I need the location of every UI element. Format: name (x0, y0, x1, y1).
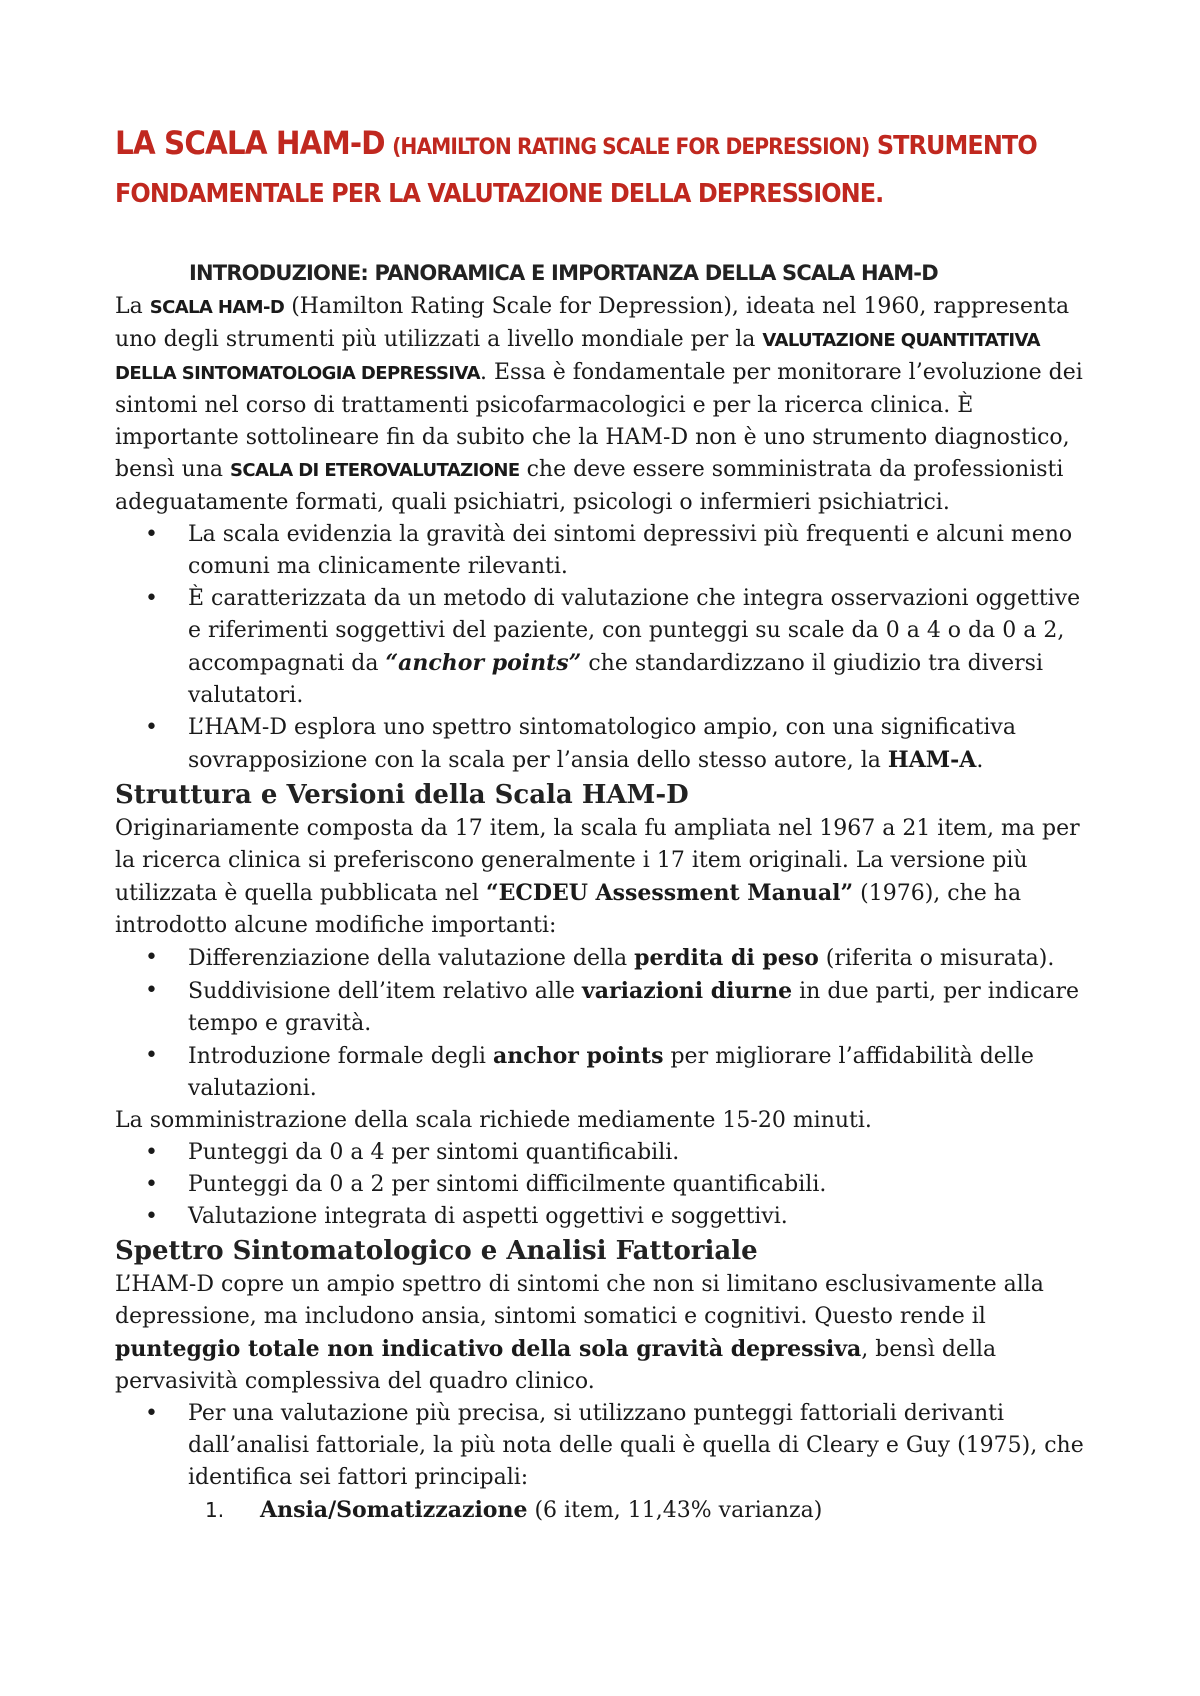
emphasis: Ansia/Somatizzazione (260, 1497, 528, 1523)
list-item (115, 1494, 1100, 1527)
emphasis: HAM-A (887, 747, 977, 773)
text: (riferita o misurata). (818, 946, 1055, 971)
text: È caratterizzata da un metodo di valutazione che integra osservazioni oggettive e riferimenti soggettivi del paziente, con punteggi su scale da 0 a 4 o da 0 a 2, accompagnati da (188, 586, 1081, 676)
list-item (115, 1398, 1100, 1494)
list-item (115, 1201, 1100, 1233)
title-subtitle: (HAMILTON RATING SCALE FOR DEPRESSION) (392, 135, 870, 160)
list-item (115, 519, 1100, 583)
text: La scala evidenzia la gravità dei sintomi depressivi più frequenti e alcuni meno comuni ma clinicamente rilevanti. (188, 522, 1073, 579)
list-number: 1. (205, 1498, 225, 1522)
intro-bullet-list (115, 519, 1100, 777)
highlight-term: SCALA HAM-D (149, 297, 285, 318)
highlight-term: SCALA DI ETEROVALUTAZIONE (230, 460, 520, 481)
list-item (115, 1040, 1100, 1105)
text: La (115, 294, 150, 319)
text: Per una valutazione più precisa, si utilizzano punteggi fattoriali derivanti dall’analisi fattoriale, la più nota delle quali è quella di Cleary e Guy (1975), che identifica sei fattori principali: (188, 1401, 1084, 1490)
text: Punteggi da 0 a 4 per sintomi quantificabili. (188, 1140, 680, 1165)
text: (6 item, 11,43% varianza) (527, 1498, 823, 1523)
spettro-section (115, 1233, 1100, 1527)
title-tail: STRUMENTO FONDAMENTALE PER LA VALUTAZIONE DELLA DEPRESSIONE. (115, 131, 1037, 209)
intro-heading: INTRODUZIONE: PANORAMICA E IMPORTANZA DELLA SCALA HAM-D (189, 261, 938, 285)
text: . Essa è fondamentale per monitorare l’evoluzione dei sintomi nel corso di trattamenti psicofarmacologici e per la ricerca clinica. È importante sottolineare fin da subito che la HAM-D non è uno strumento diagnostico, bensì una (115, 360, 1083, 482)
text: in due parti, per indicare tempo e gravità. (188, 979, 1080, 1036)
list-item (115, 1169, 1100, 1201)
struttura-bullet-list (115, 942, 1100, 1105)
title-main: LA SCALA HAM-D (115, 124, 385, 162)
text: che standardizzano il giudizio tra diversi valutatori. (188, 651, 1044, 708)
text: L’HAM-D copre un ampio spettro di sintomi che non si limitano esclusivamente alla depressione, ma includono ansia, sintomi somatici e cognitivi. Questo rende il (115, 1272, 1044, 1329)
list-item (115, 712, 1100, 777)
text: Differenziazione della valutazione della (188, 946, 635, 971)
struttura-paragraph-2: La somministrazione della scala richiede mediamente 15-20 minuti. (115, 1108, 872, 1133)
text: Originariamente composta da 17 item, la scala fu ampliata nel 1967 a 21 item, ma per la ricerca clinica si preferiscono generalmente i 17 item originali. La versione più utilizzata è quella pubblicata nel (115, 816, 1080, 906)
emphasis: variazioni diurne (582, 978, 793, 1004)
highlight-term: VALUTAZIONE QUANTITATIVA DELLA SINTOMATOLOGIA DEPRESSIVA (115, 330, 1040, 384)
list-item (115, 583, 1100, 712)
text: per migliorare l’affidabilità delle valutazioni. (188, 1044, 1034, 1101)
spettro-heading: Spettro Sintomatologico e Analisi Fattoriale (115, 1236, 758, 1266)
emphasis: “ECDEU Assessment Manual” (485, 880, 854, 906)
emphasis: punteggio totale non indicativo della sola gravità depressiva (115, 1336, 862, 1362)
document-title (115, 120, 1109, 217)
struttura-bullet-list-2 (115, 1137, 1100, 1233)
text: che deve essere somministrata da professionisti adeguatamente formati, quali psichiatri, psicologi o infermieri psichiatrici. (115, 457, 1064, 515)
text: L’HAM-D esplora uno spettro sintomatologico ampio, con una significativa sovrapposizione con la scala per l’ansia dello stesso autore, la (188, 715, 1016, 773)
text: (1976), che ha introdotto alcune modifiche importanti: (115, 881, 1022, 938)
list-item (115, 942, 1100, 975)
struttura-heading: Struttura e Versioni della Scala HAM-D (115, 780, 689, 810)
text: Punteggi da 0 a 2 per sintomi difficilmente quantificabili. (188, 1172, 827, 1197)
text: Valutazione integrata di aspetti oggettivi e soggettivi. (188, 1204, 788, 1229)
struttura-paragraph (115, 813, 1100, 942)
spettro-numbered-list (115, 1494, 1100, 1527)
intro-section (115, 257, 1100, 777)
text: , bensì della pervasività complessiva del quadro clinico. (115, 1337, 997, 1394)
text: (Hamilton Rating Scale for Depression), ideata nel 1960, rappresenta uno degli strumenti più utilizzati a livello mondiale per la (115, 294, 1070, 352)
intro-paragraph (115, 291, 1100, 519)
text: Introduzione formale degli (188, 1044, 493, 1069)
list-item (115, 1137, 1100, 1169)
spettro-bullet-list (115, 1398, 1100, 1494)
list-item (115, 975, 1100, 1040)
spettro-paragraph (115, 1269, 1100, 1398)
emphasis: perdita di peso (634, 945, 819, 971)
text: . (976, 748, 984, 773)
emphasis: “anchor points” (385, 650, 582, 676)
emphasis: anchor points (492, 1043, 664, 1069)
struttura-section (115, 777, 1100, 1233)
text: Suddivisione dell’item relativo alle (188, 979, 583, 1004)
